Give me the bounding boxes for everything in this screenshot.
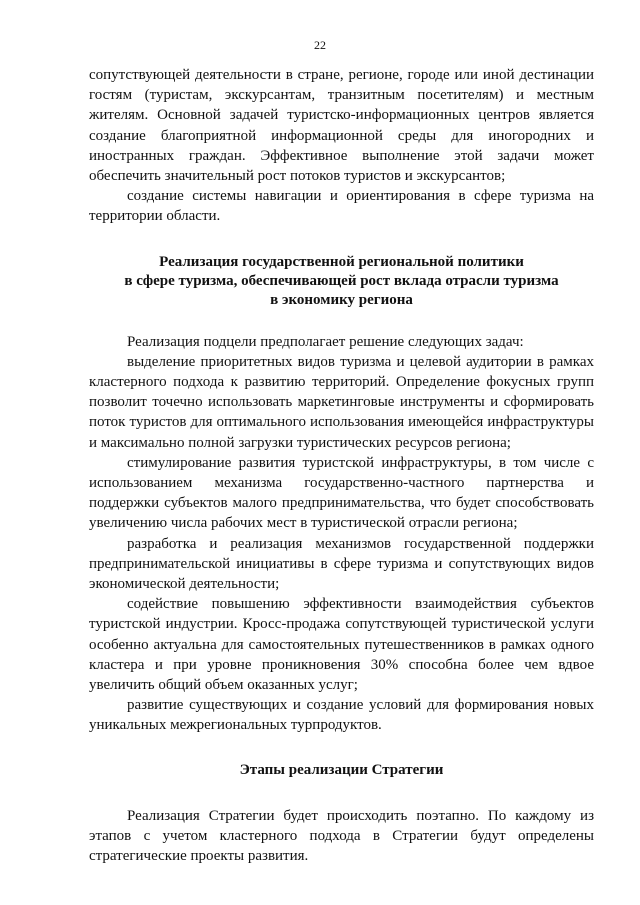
page-number: 22 (314, 38, 326, 52)
body-paragraph: развитие существующих и создание условий для формирования новых уникальных межрегиональных турпродуктов. (89, 697, 594, 734)
body-paragraph: стимулирование развития туристской инфраструктуры, в том числе с использованием механизма государственно-частного партнерства и поддержки субъектов малого предпринимательства, что будет способствовать увеличению числа рабочих мест в туристической отрасли региона; (89, 454, 594, 532)
heading-line: в экономику региона (270, 291, 413, 308)
body-paragraph: содействие повышению эффективности взаимодействия субъектов туристской индустрии. Кросс-продажа сопутствующей туристической услуги особенно актуальна для самостоятельных путешественников в рамках одного кластера и при уровне проникновения 30% способна более чем вдвое увеличить общий объем оказанных услуг; (89, 596, 594, 694)
heading-line: в сфере туризма, обеспечивающей рост вклада отрасли туризма (124, 272, 559, 289)
body-paragraph: разработка и реализация механизмов государственной поддержки предпринимательской инициативы в сфере туризма и сопутствующих видов экономической деятельности; (89, 535, 594, 593)
body-paragraph: Реализация подцели предполагает решение следующих задач: (127, 333, 524, 350)
body-paragraph: выделение приоритетных видов туризма и целевой аудитории в рамках кластерного подхода к развитию территорий. Определение фокусных групп позволит точечно использовать маркетинговые инструменты и сформировать поток туристов для оптимального использования имеющейся инфраструктуры и максимально полной загрузки туристических ресурсов региона; (89, 353, 594, 451)
document-body (89, 65, 594, 866)
body-paragraph: Реализация Стратегии будет происходить поэтапно. По каждому из этапов с учетом кластерного подхода в Стратегии будут определены стратегические проекты развития. (89, 807, 594, 865)
section-heading: Этапы реализации Стратегии (239, 761, 444, 778)
body-paragraph: сопутствующей деятельности в стране, регионе, городе или иной дестинации гостям (туристам, экскурсантам, транзитным посетителям) и местным жителям. Основной задачей туристско-информационных центров является создание благоприятной информационной среды для иногородних и иностранных граждан. Эффективное выполнение этой задачи может обеспечить значительный рост потоков туристов и экскурсантов; (89, 67, 594, 185)
section-heading (89, 253, 594, 310)
heading-line: Реализация государственной региональной политики (159, 253, 524, 270)
body-paragraph: создание системы навигации и ориентирования в сфере туризма на территории области. (89, 188, 594, 225)
